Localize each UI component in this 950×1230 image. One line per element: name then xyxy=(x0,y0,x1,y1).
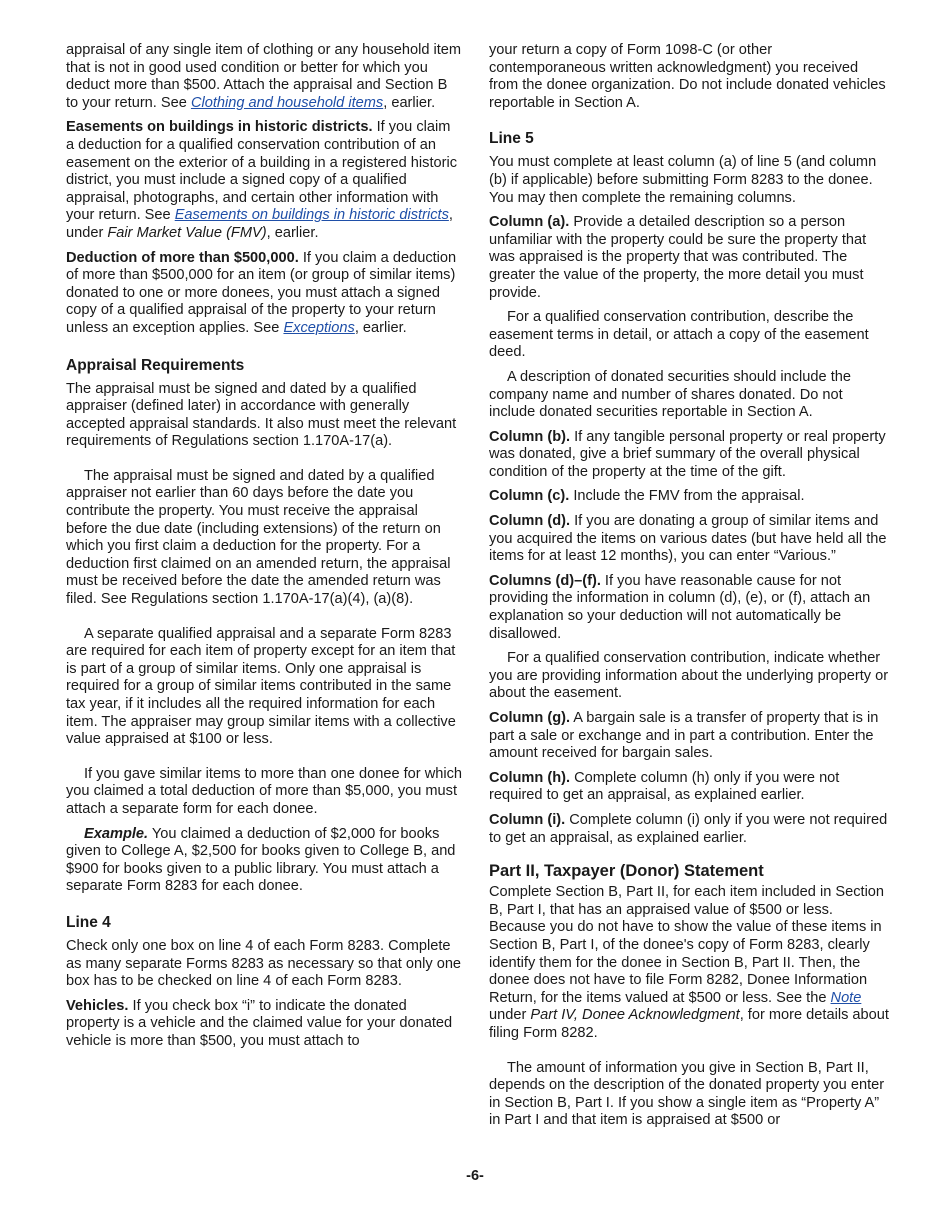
paragraph: A description of donated securities should include the company name and number of shares donated. Do not include donated securities reportable in Section A. xyxy=(489,368,851,421)
heading-line-4: Line 4 xyxy=(66,913,111,931)
link-note[interactable]: Note xyxy=(830,989,862,1006)
paragraph: A separate qualified appraisal and a separate Form 8283 are required for each item of property except for an item that is part of a group of similar items. Only one appraisal is required for a group of similar items contributed in the same tax year, if it includes all the required information for each item. The appraiser may group similar items with a collective value appraised at $100 or less. xyxy=(66,625,456,748)
paragraph: The appraisal must be signed and dated by a qualified appraiser not earlier than 60 days before the date you contribute the property. You must receive the appraisal before the due date (including extensions) of the return on which you first claim a deduction for the property. For a deduction first claimed on an amended return, the appraisal must be received before the date the amended return was filed. See Regulations section 1.170A-17(a)(4), (a)(8). xyxy=(66,467,451,608)
paragraph: You must complete at least column (a) of line 5 (and column (b) if applicable) before submitting Form 8283 to the donee. You may then complete the remaining columns. xyxy=(489,154,877,206)
paragraph-columns-d-f: Columns (d)–(f). If you have reasonable cause for not providing the information in column (d), (e), or (f), attach an explanation so your deduction will not automatically be disallowed. xyxy=(489,572,871,642)
paragraph: For a qualified conservation contribution, describe the easement terms in detail, or attach a copy of the easement deed. xyxy=(489,309,869,361)
left-column xyxy=(66,42,462,1058)
run-in-heading: Column (d). xyxy=(489,513,571,530)
run-in-heading: Column (b). xyxy=(489,428,571,445)
paragraph-column-h: Column (h). Complete column (h) only if you were not required to get an appraisal, as explained earlier. xyxy=(489,769,840,804)
paragraph-column-g: Column (g). A bargain sale is a transfer of property that is in part a sale or exchange and in part a contribution. Enter the amount received for bargain sales. xyxy=(489,710,879,762)
run-in-heading: Example. xyxy=(84,825,149,842)
paragraph-example: Example. You claimed a deduction of $2,000 for books given to College A, $2,500 for books given to College B, and $900 for books given to a public library. You must attach a separate Form 8283 for each donee. xyxy=(66,825,456,895)
paragraph-column-b: Column (b). If any tangible personal property or real property was donated, give a brief summary of the overall physical condition of the property at the time of the gift. xyxy=(489,428,886,480)
paragraph: your return a copy of Form 1098-C (or other contemporaneous written acknowledgment) you received from the donee organization. Do not include donated vehicles reportable in Section A. xyxy=(489,42,886,111)
run-in-heading: Vehicles. xyxy=(66,997,129,1014)
paragraph: For a qualified conservation contribution, indicate whether you are providing information about the underlying property or about the easement. xyxy=(489,650,889,702)
paragraph: Check only one box on line 4 of each Form 8283. Complete as many separate Forms 8283 as necessary so that only one box has to be checked on line 4 of each Form 8283. xyxy=(66,937,462,990)
paragraph-easements-historic: Easements on buildings in historic districts. If you claim a deduction for a qualified conservation contribution of an easement on the exterior of a building in a registered historic district, you must include a signed copy of a qualified appraisal, photographs, and certain other information with your return. See Easements on buildings in historic districts, under Fair Market Value (FMV), earlier. xyxy=(66,119,458,241)
paragraph-clothing-appraisal: appraisal of any single item of clothing or any household item that is not in good used condition or better for which you deduct more than $500. Attach the appraisal and Section B to your return. See Clothing and household items, earlier. xyxy=(66,42,462,111)
paragraph-deduction-500000: Deduction of more than $500,000. If you claim a deduction of more than $500,000 for an item (or group of similar items) donated to one or more donees, you must attach a signed copy of a qualified appraisal of the property to your return unless an exception applies. See Exceptions, earlier. xyxy=(66,249,457,336)
paragraph-column-a: Column (a). Provide a detailed description so a person unfamiliar with the property could be sure the property that was appraised is the property that was contributed. The greater the value of the property, the more detail you must provide. xyxy=(489,214,867,301)
paragraph-column-d: Column (d). If you are donating a group of similar items and you acquired the items on various dates (but have held all the items for at least 12 months), you can enter “Various.” xyxy=(489,513,887,565)
right-column xyxy=(489,42,889,1137)
run-in-heading: Column (h). xyxy=(489,769,571,786)
run-in-heading: Column (a). xyxy=(489,214,570,231)
run-in-heading: Easements on buildings in historic districts. xyxy=(66,119,373,136)
link-easements-historic-districts[interactable]: Easements on buildings in historic districts xyxy=(174,207,449,224)
paragraph-vehicles: Vehicles. If you check box “i” to indicate the donated property is a vehicle and the claimed value for your donated vehicle is more than $500, you must attach to xyxy=(66,997,453,1049)
run-in-heading: Column (c). xyxy=(489,488,570,505)
paragraph: The appraisal must be signed and dated by a qualified appraiser (defined later) in accordance with generally accepted appraisal standards. It also must meet the relevant requirements of Regulations section 1.170A-17(a). xyxy=(66,380,457,450)
heading-appraisal-requirements: Appraisal Requirements xyxy=(66,356,245,374)
heading-part-ii-taxpayer-statement: Part II, Taxpayer (Donor) Statement xyxy=(489,862,764,881)
paragraph: The amount of information you give in Section B, Part II, depends on the description of the donated property you enter in Section B, Part I. If you show a single item as “Property A” in Part I and that item is appraised at $500 or xyxy=(489,1059,885,1129)
run-in-heading: Columns (d)–(f). xyxy=(489,572,601,589)
link-exceptions[interactable]: Exceptions xyxy=(283,319,355,336)
link-clothing-household-items[interactable]: Clothing and household items xyxy=(190,94,384,111)
run-in-heading: Column (i). xyxy=(489,811,566,828)
paragraph-column-c: Column (c). Include the FMV from the appraisal. xyxy=(489,488,805,505)
paragraph-column-i: Column (i). Complete column (i) only if you were not required to get an appraisal, as explained earlier. xyxy=(489,811,888,846)
paragraph-part-ii: Complete Section B, Part II, for each item included in Section B, Part I, that has an appraised value of $500 or less. Because you do not have to show the value of these items in Section B, Part I, of the donee's copy of Form 8283, clearly identify them for the donee in Section B, Part II. Then, the donee does not have to file Form 8282, Donee Information Return, for the items valued at $500 or less. See the Note under Part IV, Donee Acknowledgment, for more details about filing Form 8282. xyxy=(489,884,889,1041)
page-number: -6- xyxy=(466,1168,484,1184)
paragraph: If you gave similar items to more than one donee for which you claimed a total deduction of more than $5,000, you must attach a separate form for each donee. xyxy=(66,765,463,817)
run-in-heading: Column (g). xyxy=(489,710,571,726)
run-in-heading: Deduction of more than $500,000. xyxy=(66,249,299,266)
heading-line-5: Line 5 xyxy=(489,130,534,148)
